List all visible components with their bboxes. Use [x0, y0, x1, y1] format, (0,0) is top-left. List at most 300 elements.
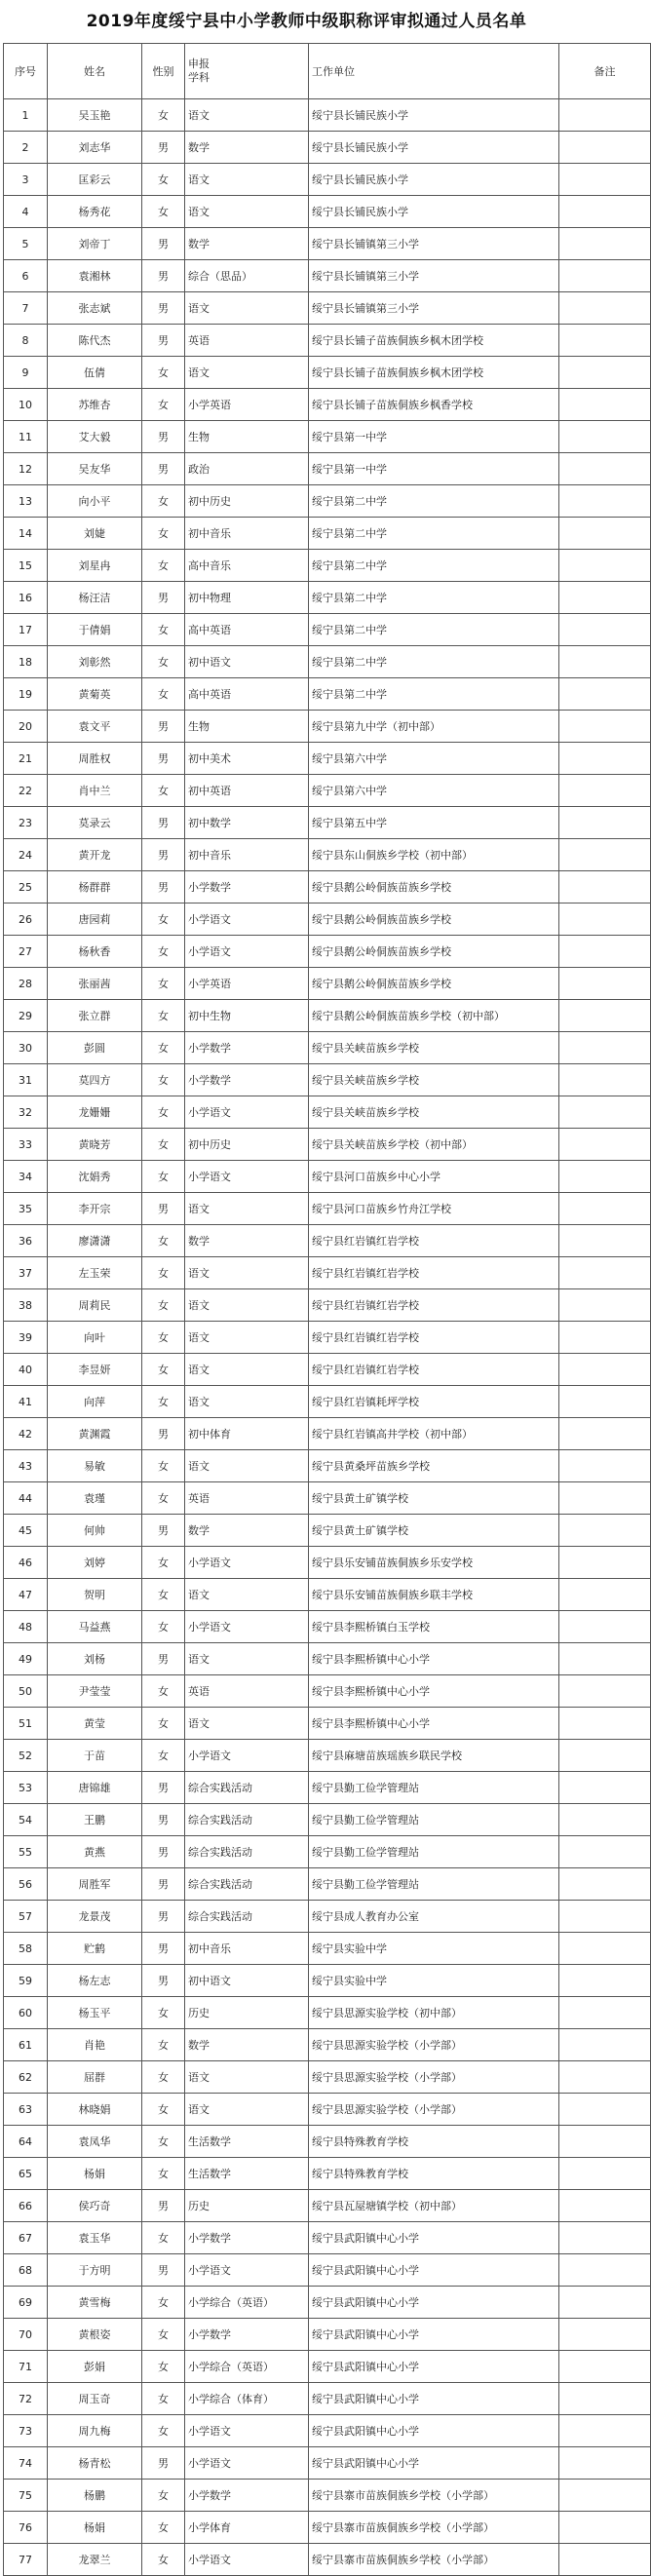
cell-subject: 小学英语 [185, 968, 309, 1000]
cell-name: 杨娟 [48, 2158, 142, 2190]
cell-sex: 女 [142, 2544, 185, 2576]
cell-name: 贮鹤 [48, 1933, 142, 1965]
cell-subject: 初中物理 [185, 582, 309, 614]
cell-no: 40 [4, 1354, 48, 1386]
cell-unit: 绥宁县第五中学 [309, 807, 559, 839]
cell-sex: 女 [142, 2351, 185, 2383]
cell-name: 刘杨 [48, 1643, 142, 1675]
table-row [4, 1225, 651, 1257]
cell-note [559, 1482, 651, 1515]
cell-sex: 女 [142, 1354, 185, 1386]
cell-subject: 小学数学 [185, 2480, 309, 2512]
cell-unit: 绥宁县红岩镇红岩学校 [309, 1322, 559, 1354]
table-row [4, 871, 651, 904]
cell-name: 于方明 [48, 2254, 142, 2287]
cell-no: 77 [4, 2544, 48, 2576]
cell-subject: 生活数学 [185, 2158, 309, 2190]
table-row [4, 1064, 651, 1096]
cell-subject: 语文 [185, 2061, 309, 2094]
cell-name: 刘志华 [48, 132, 142, 164]
cell-no: 2 [4, 132, 48, 164]
cell-no: 58 [4, 1933, 48, 1965]
table-row [4, 2094, 651, 2126]
cell-sex: 女 [142, 2415, 185, 2447]
table-row [4, 1772, 651, 1804]
table-header-row [4, 44, 651, 99]
cell-subject: 语文 [185, 196, 309, 228]
table-row [4, 807, 651, 839]
cell-sex: 女 [142, 2061, 185, 2094]
table-row [4, 2544, 651, 2576]
table-row [4, 1804, 651, 1836]
cell-note [559, 1547, 651, 1579]
header-name: 姓名 [48, 44, 142, 99]
cell-sex: 女 [142, 518, 185, 550]
cell-subject: 语文 [185, 1386, 309, 1418]
cell-unit: 绥宁县勤工俭学管理站 [309, 1772, 559, 1804]
cell-no: 5 [4, 228, 48, 260]
cell-no: 63 [4, 2094, 48, 2126]
cell-no: 12 [4, 453, 48, 485]
table-row [4, 1289, 651, 1322]
cell-no: 75 [4, 2480, 48, 2512]
cell-note [559, 807, 651, 839]
cell-subject: 小学语文 [185, 2447, 309, 2480]
cell-no: 67 [4, 2222, 48, 2254]
table-row [4, 678, 651, 711]
cell-note [559, 260, 651, 292]
cell-sex: 男 [142, 1193, 185, 1225]
cell-sex: 女 [142, 1611, 185, 1643]
cell-sex: 女 [142, 1161, 185, 1193]
table-row [4, 1740, 651, 1772]
table-row [4, 743, 651, 775]
cell-no: 56 [4, 1868, 48, 1901]
cell-name: 黄开龙 [48, 839, 142, 871]
cell-sex: 男 [142, 228, 185, 260]
cell-subject: 数学 [185, 1225, 309, 1257]
cell-sex: 男 [142, 1418, 185, 1450]
cell-subject: 语文 [185, 357, 309, 389]
cell-name: 屈群 [48, 2061, 142, 2094]
cell-subject: 语文 [185, 1289, 309, 1322]
cell-note [559, 196, 651, 228]
cell-sex: 女 [142, 1740, 185, 1772]
table-row [4, 1129, 651, 1161]
table-row [4, 1997, 651, 2029]
roster-table [3, 43, 651, 2576]
cell-unit: 绥宁县寨市苗族侗族乡学校（小学部） [309, 2544, 559, 2576]
cell-name: 刘帝丁 [48, 228, 142, 260]
cell-sex: 男 [142, 1804, 185, 1836]
cell-subject: 初中音乐 [185, 1933, 309, 1965]
cell-unit: 绥宁县第二中学 [309, 485, 559, 518]
cell-sex: 女 [142, 936, 185, 968]
cell-note [559, 2383, 651, 2415]
cell-name: 伍倩 [48, 357, 142, 389]
cell-sex: 男 [142, 711, 185, 743]
table-row [4, 2061, 651, 2094]
table-row [4, 936, 651, 968]
cell-unit: 绥宁县长铺民族小学 [309, 132, 559, 164]
cell-subject: 初中体育 [185, 1418, 309, 1450]
cell-name: 杨汪洁 [48, 582, 142, 614]
cell-subject: 数学 [185, 132, 309, 164]
cell-no: 23 [4, 807, 48, 839]
cell-name: 易敏 [48, 1450, 142, 1482]
cell-name: 苏维杏 [48, 389, 142, 421]
cell-sex: 男 [142, 2190, 185, 2222]
cell-name: 周胜军 [48, 1868, 142, 1901]
cell-unit: 绥宁县特殊教育学校 [309, 2126, 559, 2158]
cell-sex: 男 [142, 1868, 185, 1901]
cell-subject: 小学语文 [185, 1547, 309, 1579]
cell-unit: 绥宁县关峡苗族乡学校 [309, 1096, 559, 1129]
cell-no: 31 [4, 1064, 48, 1096]
cell-subject: 高中音乐 [185, 550, 309, 582]
cell-unit: 绥宁县思源实验学校（小学部） [309, 2061, 559, 2094]
cell-name: 廖潇潇 [48, 1225, 142, 1257]
table-row [4, 2190, 651, 2222]
cell-subject: 初中英语 [185, 775, 309, 807]
cell-subject: 初中语文 [185, 1965, 309, 1997]
table-row [4, 1386, 651, 1418]
cell-note [559, 1064, 651, 1096]
cell-unit: 绥宁县黄土矿镇学校 [309, 1515, 559, 1547]
table-row [4, 2222, 651, 2254]
cell-sex: 女 [142, 1289, 185, 1322]
cell-name: 黄燕 [48, 1836, 142, 1868]
table-row [4, 485, 651, 518]
cell-subject: 小学数学 [185, 2222, 309, 2254]
cell-no: 47 [4, 1579, 48, 1611]
cell-name: 向小平 [48, 485, 142, 518]
cell-subject: 小学语文 [185, 1740, 309, 1772]
cell-sex: 男 [142, 2447, 185, 2480]
cell-no: 57 [4, 1901, 48, 1933]
cell-note [559, 1579, 651, 1611]
cell-name: 向叶 [48, 1322, 142, 1354]
cell-name: 周莉民 [48, 1289, 142, 1322]
cell-sex: 女 [142, 1257, 185, 1289]
cell-name: 张立群 [48, 1000, 142, 1032]
table-row [4, 2126, 651, 2158]
cell-unit: 绥宁县关峡苗族乡学校 [309, 1064, 559, 1096]
cell-sex: 女 [142, 485, 185, 518]
cell-subject: 语文 [185, 1257, 309, 1289]
cell-sex: 女 [142, 1096, 185, 1129]
cell-no: 13 [4, 485, 48, 518]
cell-name: 侯巧奇 [48, 2190, 142, 2222]
cell-subject: 小学语文 [185, 936, 309, 968]
cell-note [559, 743, 651, 775]
table-row [4, 1482, 651, 1515]
cell-unit: 绥宁县麻塘苗族瑶族乡联民学校 [309, 1740, 559, 1772]
cell-subject: 综合实践活动 [185, 1772, 309, 1804]
cell-note [559, 1418, 651, 1450]
cell-name: 彭娟 [48, 2351, 142, 2383]
table-row [4, 1611, 651, 1643]
cell-sex: 女 [142, 1386, 185, 1418]
cell-subject: 语文 [185, 99, 309, 132]
cell-note [559, 2480, 651, 2512]
cell-subject: 语文 [185, 1643, 309, 1675]
cell-no: 6 [4, 260, 48, 292]
cell-note [559, 1965, 651, 1997]
table-row [4, 1032, 651, 1064]
cell-no: 46 [4, 1547, 48, 1579]
cell-no: 72 [4, 2383, 48, 2415]
cell-name: 黄晓芳 [48, 1129, 142, 1161]
page-title: 2019年度绥宁县中小学教师中级职称评审拟通过人员名单 [86, 12, 527, 31]
cell-sex: 女 [142, 1997, 185, 2029]
cell-no: 62 [4, 2061, 48, 2094]
cell-sex: 女 [142, 1547, 185, 1579]
cell-sex: 女 [142, 1032, 185, 1064]
table-row [4, 2254, 651, 2287]
cell-name: 黄渊霞 [48, 1418, 142, 1450]
table-row [4, 2447, 651, 2480]
cell-no: 50 [4, 1675, 48, 1708]
cell-name: 黄菊英 [48, 678, 142, 711]
cell-note [559, 2254, 651, 2287]
cell-note [559, 904, 651, 936]
cell-name: 黄根姿 [48, 2319, 142, 2351]
cell-sex: 女 [142, 389, 185, 421]
cell-no: 1 [4, 99, 48, 132]
cell-no: 24 [4, 839, 48, 871]
cell-note [559, 292, 651, 325]
cell-note [559, 389, 651, 421]
cell-unit: 绥宁县鹅公岭侗族苗族乡学校 [309, 904, 559, 936]
table-row [4, 839, 651, 871]
cell-note [559, 1515, 651, 1547]
cell-unit: 绥宁县李熙桥镇中心小学 [309, 1643, 559, 1675]
table-row [4, 453, 651, 485]
table-row [4, 1643, 651, 1675]
cell-subject: 综合实践活动 [185, 1868, 309, 1901]
cell-subject: 数学 [185, 1515, 309, 1547]
cell-note [559, 132, 651, 164]
cell-sex: 女 [142, 164, 185, 196]
cell-note [559, 1933, 651, 1965]
cell-sex: 女 [142, 968, 185, 1000]
header-unit: 工作单位 [309, 44, 559, 99]
cell-subject: 小学英语 [185, 389, 309, 421]
cell-sex: 女 [142, 678, 185, 711]
cell-subject: 初中历史 [185, 1129, 309, 1161]
cell-sex: 男 [142, 292, 185, 325]
cell-sex: 女 [142, 2512, 185, 2544]
cell-unit: 绥宁县实验中学 [309, 1965, 559, 1997]
cell-subject: 历史 [185, 2190, 309, 2222]
cell-subject: 语文 [185, 292, 309, 325]
cell-no: 49 [4, 1643, 48, 1675]
cell-name: 黄莹 [48, 1708, 142, 1740]
cell-no: 11 [4, 421, 48, 453]
cell-unit: 绥宁县武阳镇中心小学 [309, 2254, 559, 2287]
cell-name: 刘婷 [48, 1547, 142, 1579]
cell-unit: 绥宁县勤工俭学管理站 [309, 1804, 559, 1836]
cell-no: 39 [4, 1322, 48, 1354]
cell-name: 龙翠兰 [48, 2544, 142, 2576]
cell-subject: 语文 [185, 1708, 309, 1740]
table-row [4, 904, 651, 936]
cell-note [559, 1032, 651, 1064]
cell-note [559, 711, 651, 743]
cell-no: 30 [4, 1032, 48, 1064]
cell-sex: 女 [142, 2287, 185, 2319]
cell-no: 18 [4, 646, 48, 678]
cell-note [559, 99, 651, 132]
cell-name: 王鹏 [48, 1804, 142, 1836]
table-row [4, 518, 651, 550]
table-row [4, 2480, 651, 2512]
cell-note [559, 1354, 651, 1386]
cell-unit: 绥宁县李熙桥镇中心小学 [309, 1708, 559, 1740]
table-row [4, 1193, 651, 1225]
table-row [4, 2158, 651, 2190]
cell-name: 艾大毅 [48, 421, 142, 453]
cell-sex: 男 [142, 839, 185, 871]
cell-note [559, 678, 651, 711]
table-row [4, 2512, 651, 2544]
cell-name: 周玉奇 [48, 2383, 142, 2415]
cell-name: 杨秋香 [48, 936, 142, 968]
cell-name: 周胜权 [48, 743, 142, 775]
cell-sex: 女 [142, 1579, 185, 1611]
cell-no: 42 [4, 1418, 48, 1450]
table-row [4, 1161, 651, 1193]
cell-note [559, 1289, 651, 1322]
cell-sex: 男 [142, 1772, 185, 1804]
cell-no: 21 [4, 743, 48, 775]
cell-unit: 绥宁县关峡苗族乡学校（初中部） [309, 1129, 559, 1161]
cell-no: 45 [4, 1515, 48, 1547]
cell-unit: 绥宁县乐安铺苗族侗族乡联丰学校 [309, 1579, 559, 1611]
cell-unit: 绥宁县第二中学 [309, 582, 559, 614]
cell-subject: 初中历史 [185, 485, 309, 518]
cell-unit: 绥宁县第一中学 [309, 453, 559, 485]
cell-no: 60 [4, 1997, 48, 2029]
table-row [4, 132, 651, 164]
cell-unit: 绥宁县武阳镇中心小学 [309, 2319, 559, 2351]
cell-unit: 绥宁县红岩镇高井学校（初中部） [309, 1418, 559, 1450]
cell-name: 周九梅 [48, 2415, 142, 2447]
cell-name: 袁瑾 [48, 1482, 142, 1515]
cell-subject: 生物 [185, 421, 309, 453]
table-row [4, 2287, 651, 2319]
table-row [4, 711, 651, 743]
table-row [4, 1868, 651, 1901]
cell-note [559, 2544, 651, 2576]
cell-name: 唐锦雄 [48, 1772, 142, 1804]
cell-unit: 绥宁县第二中学 [309, 614, 559, 646]
cell-note [559, 2158, 651, 2190]
cell-note [559, 2415, 651, 2447]
cell-subject: 英语 [185, 1482, 309, 1515]
cell-no: 36 [4, 1225, 48, 1257]
table-row [4, 325, 651, 357]
cell-note [559, 453, 651, 485]
cell-unit: 绥宁县武阳镇中心小学 [309, 2222, 559, 2254]
cell-unit: 绥宁县鹅公岭侗族苗族乡学校 [309, 968, 559, 1000]
cell-unit: 绥宁县思源实验学校（初中部） [309, 1997, 559, 2029]
header-no: 序号 [4, 44, 48, 99]
cell-name: 杨秀花 [48, 196, 142, 228]
cell-sex: 女 [142, 1322, 185, 1354]
table-row [4, 389, 651, 421]
cell-note [559, 518, 651, 550]
cell-note [559, 775, 651, 807]
table-body [4, 99, 651, 2576]
cell-subject: 小学语文 [185, 1096, 309, 1129]
cell-unit: 绥宁县长铺镇第三小学 [309, 260, 559, 292]
cell-sex: 男 [142, 807, 185, 839]
table-row [4, 1515, 651, 1547]
cell-subject: 语文 [185, 164, 309, 196]
table-row [4, 2029, 651, 2061]
table-row [4, 260, 651, 292]
cell-unit: 绥宁县第六中学 [309, 743, 559, 775]
cell-unit: 绥宁县第二中学 [309, 518, 559, 550]
cell-unit: 绥宁县红岩镇耗坪学校 [309, 1386, 559, 1418]
cell-no: 37 [4, 1257, 48, 1289]
table-row [4, 357, 651, 389]
cell-no: 15 [4, 550, 48, 582]
cell-name: 袁凤华 [48, 2126, 142, 2158]
header-note: 备注 [559, 44, 651, 99]
cell-sex: 女 [142, 1482, 185, 1515]
cell-note [559, 1611, 651, 1643]
cell-name: 龙景茂 [48, 1901, 142, 1933]
cell-subject: 小学体育 [185, 2512, 309, 2544]
cell-sex: 女 [142, 904, 185, 936]
table-row [4, 1418, 651, 1450]
cell-unit: 绥宁县黄土矿镇学校 [309, 1482, 559, 1515]
cell-unit: 绥宁县武阳镇中心小学 [309, 2383, 559, 2415]
cell-unit: 绥宁县李熙桥镇白玉学校 [309, 1611, 559, 1643]
cell-unit: 绥宁县武阳镇中心小学 [309, 2287, 559, 2319]
cell-note [559, 646, 651, 678]
cell-no: 28 [4, 968, 48, 1000]
cell-no: 27 [4, 936, 48, 968]
table-row [4, 1675, 651, 1708]
cell-name: 杨青松 [48, 2447, 142, 2480]
cell-note [559, 1804, 651, 1836]
cell-note [559, 1129, 651, 1161]
cell-sex: 女 [142, 1450, 185, 1482]
table-row [4, 1000, 651, 1032]
cell-note [559, 1225, 651, 1257]
cell-subject: 综合实践活动 [185, 1804, 309, 1836]
cell-no: 53 [4, 1772, 48, 1804]
cell-sex: 女 [142, 99, 185, 132]
cell-subject: 历史 [185, 1997, 309, 2029]
cell-subject: 政治 [185, 453, 309, 485]
cell-sex: 女 [142, 2126, 185, 2158]
cell-sex: 男 [142, 325, 185, 357]
cell-unit: 绥宁县乐安铺苗族侗族乡乐安学校 [309, 1547, 559, 1579]
cell-note [559, 1740, 651, 1772]
cell-sex: 男 [142, 2254, 185, 2287]
table-row [4, 1547, 651, 1579]
cell-no: 71 [4, 2351, 48, 2383]
cell-no: 17 [4, 614, 48, 646]
table-row [4, 421, 651, 453]
cell-unit: 绥宁县特殊教育学校 [309, 2158, 559, 2190]
cell-subject: 综合（思品） [185, 260, 309, 292]
